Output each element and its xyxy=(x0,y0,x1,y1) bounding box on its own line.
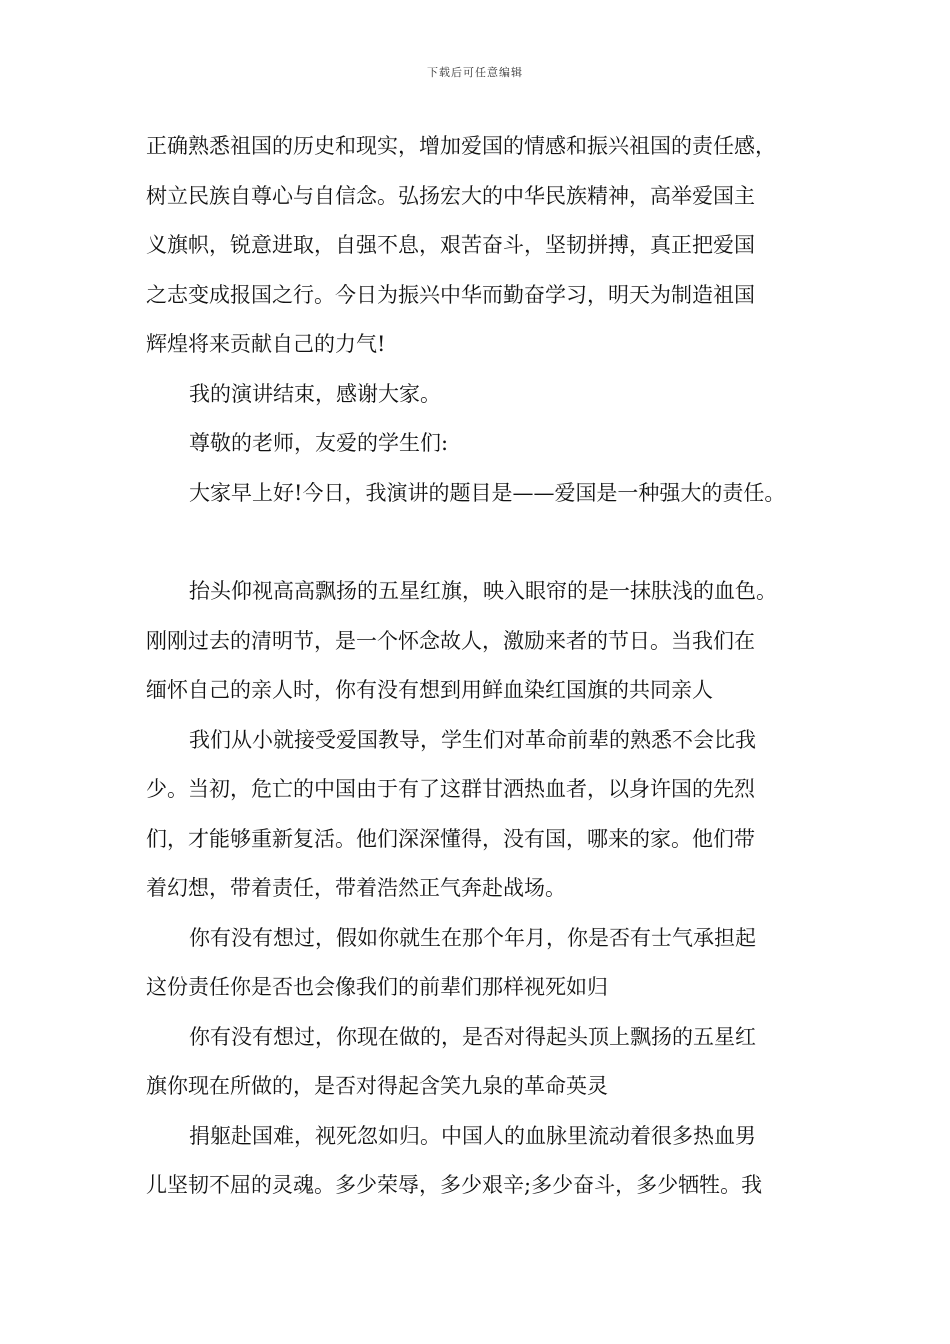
text-line: 你有没有想过，假如你就生在那个年月，你是否有士气承担起 xyxy=(189,925,756,950)
text-line: 缅怀自己的亲人时，你有没有想到用鲜血染红国旗的共同亲人 xyxy=(146,678,713,702)
text-line: 这份责任你是否也会像我们的前辈们那样视死如归 xyxy=(146,975,608,999)
paragraph-gap xyxy=(146,524,836,573)
text-line: 你有没有想过，你现在做的，是否对得起头顶上飘扬的五星红 xyxy=(189,1024,756,1049)
text-line: 刚刚过去的清明节，是一个怀念故人，激励来者的节日。当我们在 xyxy=(146,628,755,653)
text-line: 大家早上好!今日，我演讲的题目是——爱国是一种强大的责任。 xyxy=(189,480,786,505)
page-header-note: 下载后可任意编辑 xyxy=(427,66,523,79)
text-line: 正确熟悉祖国的历史和现实，增加爱国的情感和振兴祖国的责任感， xyxy=(146,134,776,158)
text-line: 我们从小就接受爱国教导，学生们对革命前辈的熟悉不会比我 xyxy=(189,727,756,752)
text-line: 辉煌将来贡献自己的力气! xyxy=(146,332,386,356)
document-body xyxy=(146,128,836,1217)
text-line: 抬头仰视高高飘扬的五星红旗，映入眼帘的是一抹肤浅的血色。 xyxy=(189,579,777,603)
text-line: 树立民族自尊心与自信念。弘扬宏大的中华民族精神，高举爱国主 xyxy=(146,183,755,208)
text-line: 少。当初，危亡的中国由于有了这群甘洒热血者，以身许国的先烈 xyxy=(146,777,755,801)
text-line: 着幻想，带着责任，带着浩然正气奔赴战场。 xyxy=(146,876,566,900)
text-line: 们，才能够重新复活。他们深深懂得，没有国，哪来的家。他们带 xyxy=(146,826,755,851)
text-line: 尊敬的老师，友爱的学生们: xyxy=(189,431,449,455)
text-line: 之志变成报国之行。今日为振兴中华而勤奋学习，明天为制造祖国 xyxy=(146,282,755,307)
text-line: 儿坚韧不屈的灵魂。多少荣辱，多少艰辛;多少奋斗，多少牺牲。我 xyxy=(146,1173,763,1197)
text-line: 我的演讲结束，感谢大家。 xyxy=(189,381,441,406)
text-line: 旗你现在所做的，是否对得起含笑九泉的革命英灵 xyxy=(146,1074,608,1098)
text-line: 义旗帜，锐意进取，自强不息，艰苦奋斗，坚韧拼搏，真正把爱国 xyxy=(146,233,755,257)
text-line: 捐躯赴国难，视死忽如归。中国人的血脉里流动着很多热血男 xyxy=(189,1123,756,1148)
